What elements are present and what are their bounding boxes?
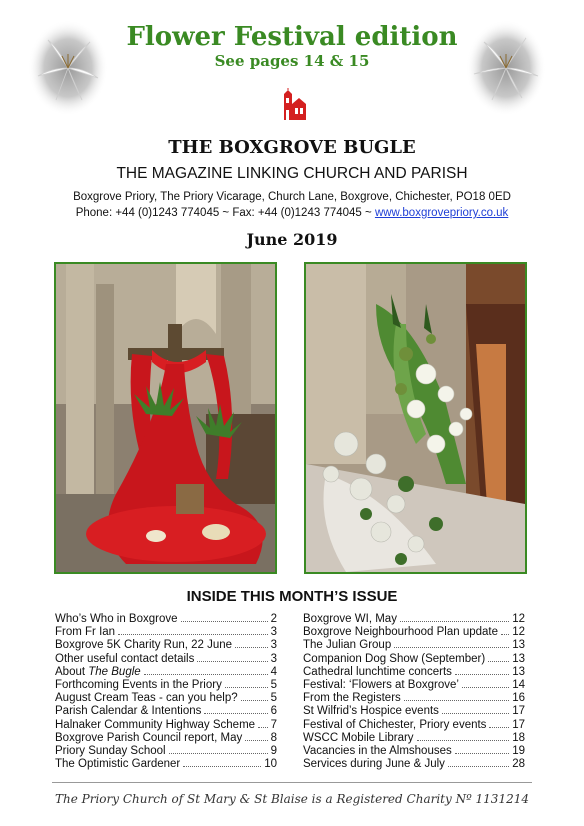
contents-entry-title: From the Registers [303, 692, 401, 705]
contents-entry-title: Parish Calendar & Intentions [55, 705, 202, 718]
contents-entry-title: Boxgrove WI, May [303, 613, 397, 625]
dot-leader [404, 700, 509, 701]
contents-entry-title: Who’s Who in Boxgrove [55, 613, 178, 625]
magazine-subtitle: THE MAGAZINE LINKING CHURCH AND PARISH [116, 165, 468, 182]
banner-title: Flower Festival edition [126, 22, 458, 52]
phone-fax-text: Phone: +44 (0)1243 774045 ~ Fax: +44 (0)1243 774045 ~ [75, 207, 375, 219]
contents-entry-title: Halnaker Community Highway Scheme [55, 718, 256, 731]
contents-entry-title: Cathedral lunchtime concerts [303, 665, 452, 678]
website-link[interactable]: www.boxgrovepriory.co.uk [374, 207, 509, 219]
contents-entry-page: 9 [270, 744, 277, 757]
contents-entry-page: 17 [512, 705, 525, 718]
dot-leader [455, 753, 509, 754]
issue-date: June 2019 [246, 230, 338, 249]
dot-leader [144, 674, 268, 675]
dot-leader [225, 687, 268, 688]
contents-entry-page: 6 [270, 705, 277, 718]
footer-divider [52, 782, 532, 783]
contents-entry-page: 3 [270, 626, 277, 639]
dot-leader [394, 647, 509, 648]
contents-entry [55, 679, 277, 692]
dot-leader [258, 727, 268, 728]
contents-entry-title: Companion Dog Show (September) [303, 652, 486, 665]
address-line: Boxgrove Priory, The Priory Vicarage, Church Lane, Boxgrove, Chichester, PO18 0ED [73, 191, 511, 203]
contents-entry-title: Services during June & July [303, 758, 445, 771]
contents-entry-page: 28 [512, 758, 525, 771]
charity-footer: The Priory Church of St Mary & St Blaise is a Registered Charity Nº 1131214 [55, 792, 529, 806]
contents-entry [303, 613, 525, 626]
contents-title: INSIDE THIS MONTH’S ISSUE [186, 588, 398, 605]
contents-entry-page: 13 [512, 639, 525, 652]
contents-entry [303, 758, 525, 771]
contents-entry-title: From Fr Ian [55, 626, 116, 639]
contents-entry-page: 12 [512, 613, 525, 625]
dot-leader [501, 634, 509, 635]
contents-entry-page: 19 [512, 744, 525, 757]
contents-entry [55, 719, 277, 732]
contents-entry-title: Other useful contact details [55, 652, 195, 665]
dot-leader [169, 753, 268, 754]
dot-leader [455, 674, 509, 675]
dot-leader [235, 647, 268, 648]
contents-entry-title: August Cream Teas - can you help? [55, 692, 238, 705]
contents-entry-title: Festival: ‘Flowers at Boxgrove’ [303, 678, 459, 691]
contents-entry-page: 4 [270, 665, 277, 678]
contents-entry-title: WSCC Mobile Library [303, 731, 414, 744]
flower-arrangement-photo [304, 262, 527, 574]
contents-entry [303, 692, 525, 705]
contents-entry-page: 5 [270, 678, 277, 691]
contents-entry-title: Boxgrove Neighbourhood Plan update [303, 626, 499, 639]
contents-entry-title: Boxgrove 5K Charity Run, 22 June [55, 639, 233, 652]
contents-entry-title: The Optimistic Gardener [55, 758, 181, 771]
contents-entry [303, 719, 525, 732]
dot-leader [241, 700, 268, 701]
contents-entry [55, 639, 277, 652]
contents-entry-page: 8 [270, 731, 277, 744]
dot-leader [204, 713, 267, 714]
dot-leader [417, 740, 510, 741]
contents-entry-page: 14 [512, 678, 525, 691]
contents-entry-title: About The Bugle [55, 665, 141, 678]
contents-entry [55, 758, 277, 771]
contents-entry [303, 666, 525, 679]
contents-entry-title: Boxgrove Parish Council report, May [55, 731, 243, 744]
contents-column-left [55, 613, 277, 771]
contents-entry-page: 5 [270, 692, 277, 705]
contents-entry-page: 12 [512, 626, 525, 639]
church-logo-icon [280, 88, 306, 122]
contents-entry [55, 705, 277, 718]
contents-entry [55, 692, 277, 705]
dot-leader [400, 621, 509, 622]
dot-leader [448, 766, 509, 767]
contents-entry-page: 3 [270, 652, 277, 665]
contents-entry-title: Vacancies in the Almshouses [303, 744, 452, 757]
contents-entry [55, 745, 277, 758]
cross-draped-photo [54, 262, 277, 574]
contact-line [0, 206, 584, 220]
banner-subtitle: See pages 14 & 15 [214, 52, 370, 70]
contents-entry [55, 732, 277, 745]
magazine-title: THE BOXGROVE BUGLE [168, 137, 416, 158]
contents-entry [303, 705, 525, 718]
contents-entry-page: 7 [270, 718, 277, 731]
contents-entry-page: 2 [270, 613, 277, 625]
contents-entry [55, 653, 277, 666]
contents-entry [303, 732, 525, 745]
dot-leader [197, 661, 267, 662]
contents-entry-page: 13 [512, 652, 525, 665]
contents-entry-title: Priory Sunday School [55, 744, 166, 757]
dot-leader [245, 740, 267, 741]
contents-entry [303, 653, 525, 666]
contents-entry-page: 18 [512, 731, 525, 744]
dot-leader [488, 661, 509, 662]
dot-leader [181, 621, 268, 622]
contents-entry [55, 666, 277, 679]
contents-entry-page: 3 [270, 639, 277, 652]
contents-entry-page: 13 [512, 665, 525, 678]
contents-entry-page: 16 [512, 692, 525, 705]
contents-entry [303, 745, 525, 758]
contents-entry-title: Forthcoming Events in the Priory [55, 678, 222, 691]
contents-entry [55, 626, 277, 639]
contents-entry [303, 639, 525, 652]
contents-entry [55, 613, 277, 626]
contents-entry-title: St Wilfrid’s Hospice events [303, 705, 439, 718]
dot-leader [118, 634, 268, 635]
contents-entry [303, 626, 525, 639]
contents-entry-page: 10 [264, 758, 277, 771]
contents-column-right [303, 613, 525, 771]
dot-leader [462, 687, 509, 688]
dot-leader [183, 766, 261, 767]
dot-leader [442, 713, 509, 714]
contents-entry-title: Festival of Chichester, Priory events [303, 718, 487, 731]
contents-entry-title: The Julian Group [303, 639, 392, 652]
contents-entry-page: 17 [512, 718, 525, 731]
dot-leader [489, 727, 509, 728]
contents-entry [303, 679, 525, 692]
